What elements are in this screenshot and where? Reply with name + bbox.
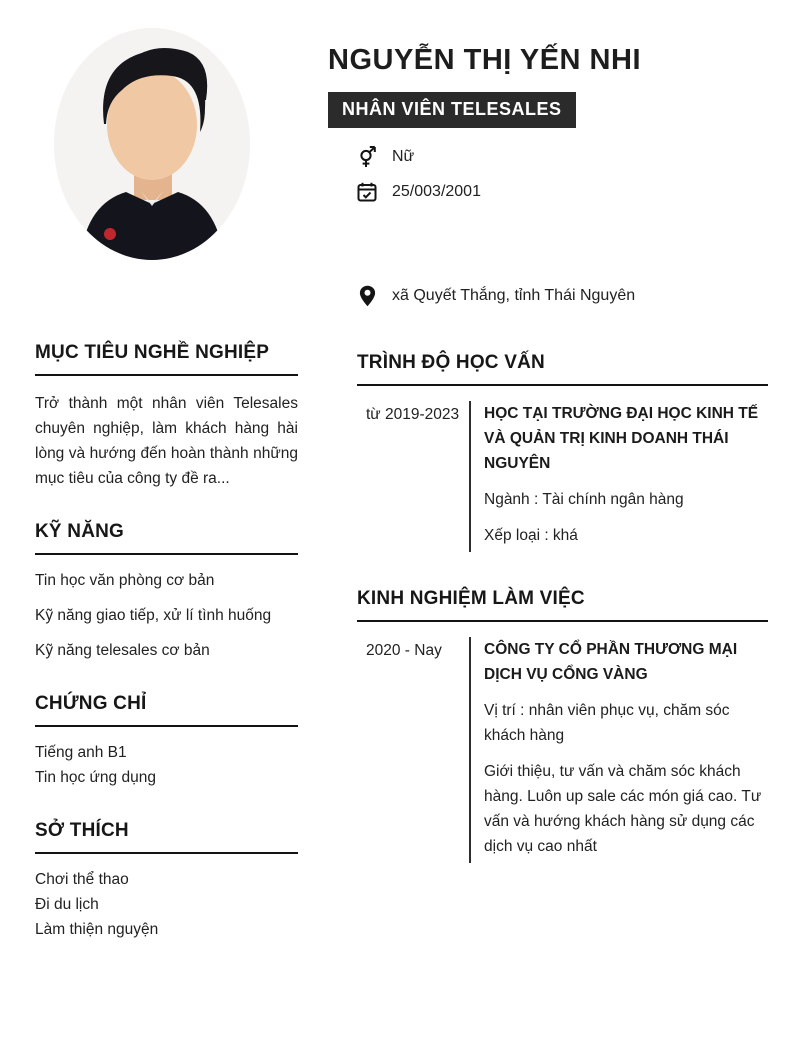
address-value: xã Quyết Thắng, tỉnh Thái Nguyên [392,287,636,304]
right-column [357,352,768,863]
location-pin-icon [356,285,378,307]
left-column [35,342,298,942]
hobbies-heading: SỞ THÍCH [35,820,298,854]
certificates-heading: CHỨNG CHỈ [35,693,298,727]
gender-row [356,146,414,168]
entry-body [469,401,768,552]
calendar-icon [356,181,378,203]
hobby-item: Chơi thể thao [35,871,129,888]
skills-list [35,568,298,663]
hobby-item: Làm thiện nguyện [35,921,159,938]
hobby-item: Đi du lịch [35,896,99,913]
objective-heading: MỤC TIÊU NGHỀ NGHIỆP [35,342,298,376]
section-objective [35,342,298,491]
address-row [356,285,635,307]
entry-detail: Ngành : Tài chính ngân hàng [484,491,684,508]
skill-item: Tin học văn phòng cơ bản [35,572,215,589]
certificates-list [35,740,298,790]
entry-detail: Vị trí : nhân viên phục vụ, chăm sóc khách hàng [484,702,730,744]
entry-period: 2020 - Nay [366,642,442,659]
job-title-badge: NHÂN VIÊN TELESALES [328,92,576,128]
entry-title: HỌC TẠI TRƯỜNG ĐẠI HỌC KINH TẾ VÀ QUẢN TRỊ KINH DOANH THÁI NGUYÊN [484,405,759,472]
entry-period: từ 2019-2023 [366,406,460,423]
birthday-row [356,181,481,203]
section-experience [357,588,768,863]
section-skills [35,521,298,663]
gender-icon [356,146,378,168]
skills-heading: KỸ NĂNG [35,521,298,555]
education-entry [357,401,768,552]
objective-text: Trở thành một nhân viên Telesales chuyên nghiệp, làm khách hàng hài lòng và hướng đến hoàn thành những mục tiêu của công ty đề ra... [35,395,298,487]
birthday-value: 25/003/2001 [392,183,481,200]
experience-heading: KINH NGHIỆM LÀM VIỆC [357,588,768,622]
gender-value: Nữ [392,148,415,165]
entry-body [469,637,768,863]
education-heading: TRÌNH ĐỘ HỌC VẤN [357,352,768,386]
certificate-item: Tin học ứng dụng [35,769,156,786]
skill-item: Kỹ năng telesales cơ bản [35,642,210,659]
section-certificates [35,693,298,790]
experience-entry [357,637,768,863]
skill-item: Kỹ năng giao tiếp, xử lí tình huống [35,607,272,624]
hobbies-list [35,867,298,942]
entry-detail: Giới thiệu, tư vấn và chăm sóc khách hàng. Luôn up sale các món giá cao. Tư vấn và hướng khách hàng sử dụng các dịch vụ cao nhất [484,763,762,855]
entry-detail: Xếp loại : khá [484,527,578,544]
section-education [357,352,768,552]
entry-title: CÔNG TY CỔ PHẦN THƯƠNG MẠI DỊCH VỤ CỔNG VÀNG [484,641,738,683]
person-name: NGUYỄN THỊ YẾN NHI [328,44,642,76]
certificate-item: Tiếng anh B1 [35,744,127,761]
profile-photo [54,28,250,260]
portrait-illustration [54,28,250,260]
section-hobbies [35,820,298,942]
